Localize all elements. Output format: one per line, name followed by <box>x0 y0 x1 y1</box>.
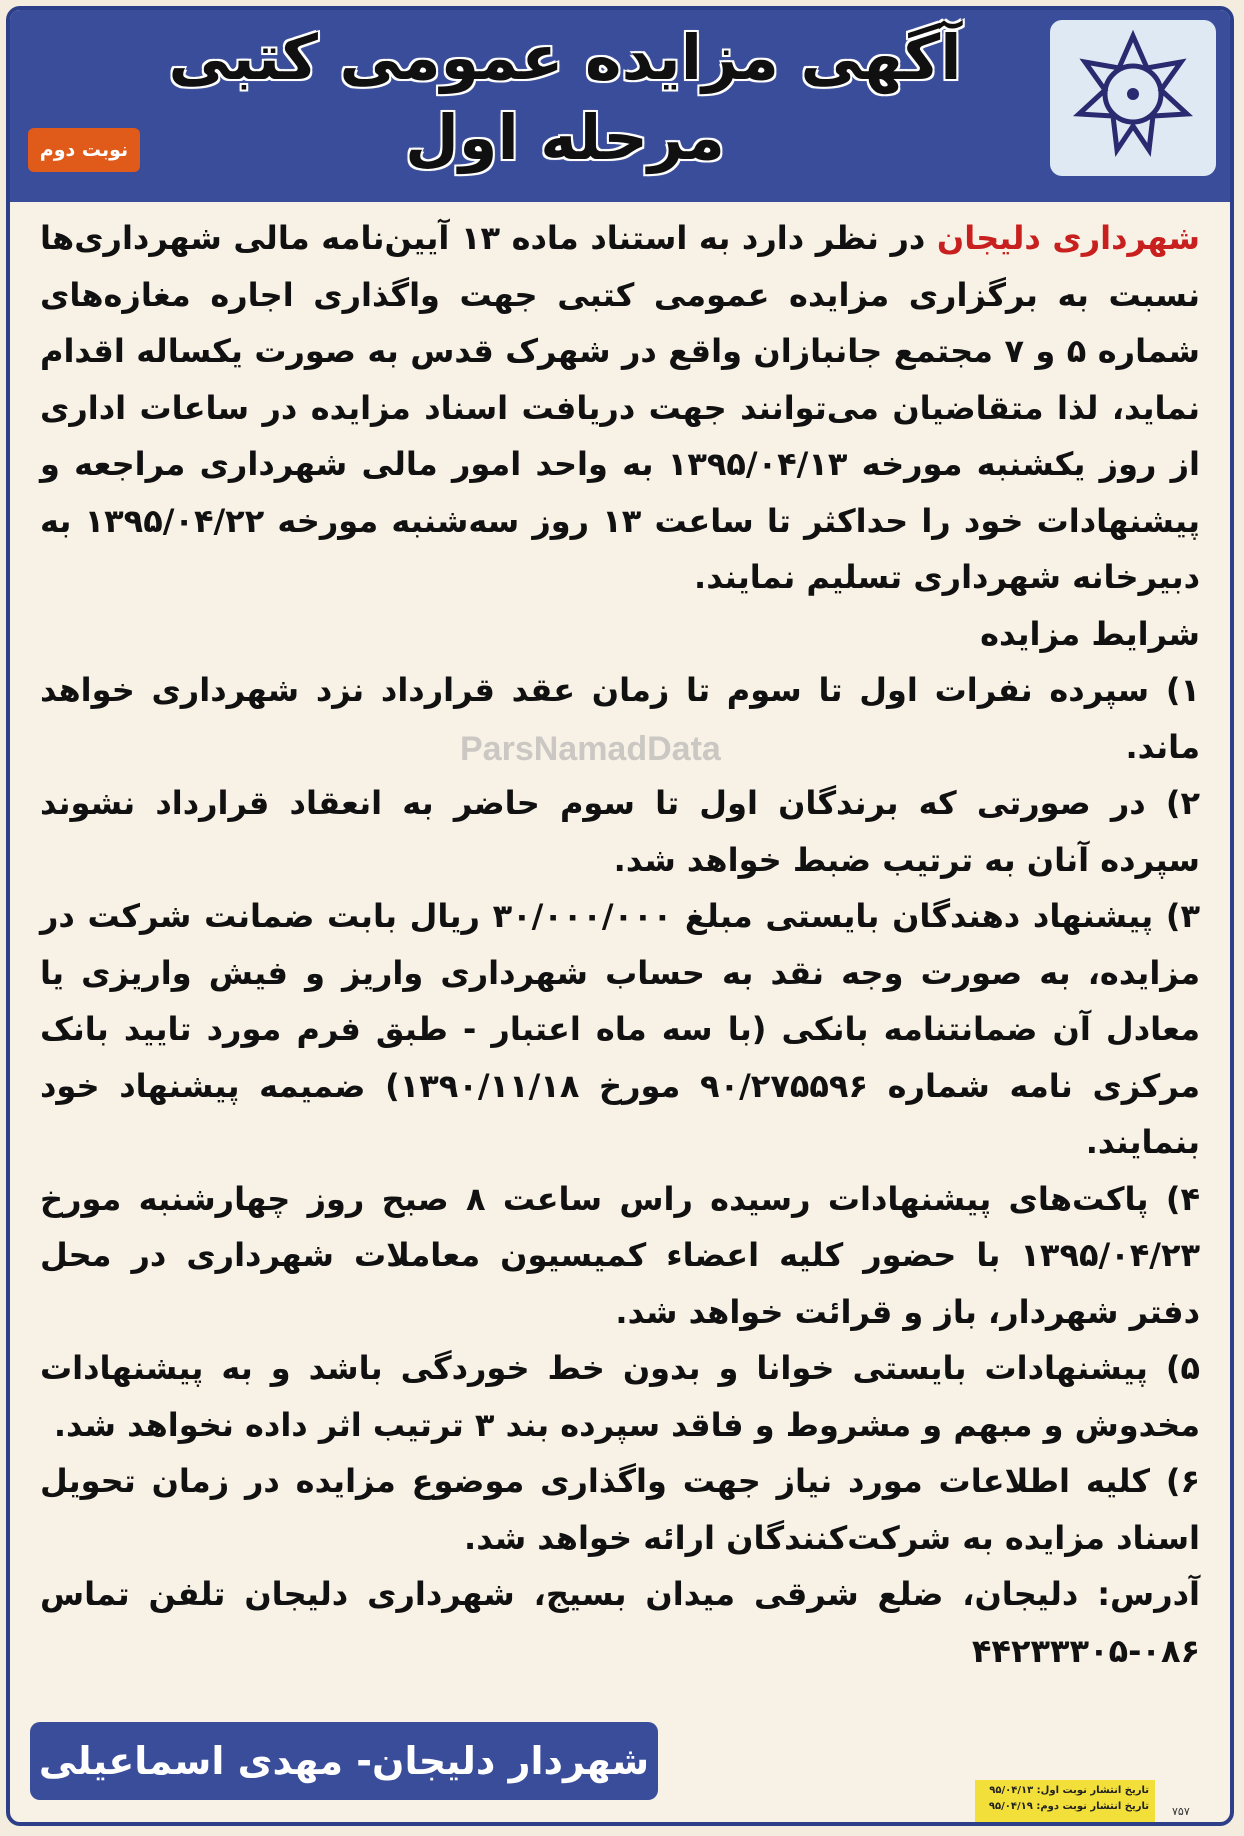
signature-banner <box>30 1722 658 1800</box>
condition-item-3: ۳) پیشنهاد دهندگان بایستی مبلغ ۳۰/۰۰۰/۰۰۰ ریال بابت ضمانت شرکت در مزایده، به صورت وجه نقد به حساب شهرداری واریز و فیش واریزی یا معادل آن ضمانتنامه بانکی (با سه ماه اعتبار - طبق فرم مورد تایید بانک مرکزی نامه شماره ۹۰/۲۷۵۵۹۶ مورخ ۱۳۹۰/۱۱/۱۸) ضمیمه پیشنهاد خود بنمایند. <box>40 897 1201 1161</box>
logo-container <box>1050 20 1216 176</box>
announcement-body <box>40 210 1200 1679</box>
title-line-2: مرحله اول <box>405 101 725 174</box>
org-name: شهرداری دلیجان <box>936 219 1201 257</box>
signature-text: شهردار دلیجان- مهدی اسماعیلی <box>38 1739 650 1783</box>
publication-dates <box>975 1780 1155 1822</box>
watermark-text: ParsNamadData <box>460 730 721 768</box>
condition-item-5: ۵) پیشنهادات بایستی خوانا و بدون خط خوردگی باشد و به پیشنهادات مخدوش و مبهم و مشروط و فاقد سپرده بند ۳ ترتیب اثر داده نخواهد شد. <box>40 1349 1200 1444</box>
pub-date-first: تاریخ انتشار نوبت اول: ۹۵/۰۴/۱۳ <box>989 1785 1149 1796</box>
page-title <box>100 14 1030 182</box>
pub-date-second: تاریخ انتشار نوبت دوم: ۹۵/۰۴/۱۹ <box>988 1801 1149 1812</box>
condition-item-1: ۱) سپرده نفرات اول تا سوم تا زمان عقد قرارداد نزد شهرداری خواهد ماند. <box>40 671 1200 766</box>
conditions-heading: شرایط مزایده <box>980 614 1200 653</box>
intro-text: در نظر دارد به استناد ماده ۱۳ آیین‌نامه مالی شهرداری‌ها نسبت به برگزاری مزایده عمومی کتبی جهت واگذاری اجاره مغازه‌های شماره ۵ و ۷ مجتمع جانبازان واقع در شهرک قدس به صورت یکساله اقدام نماید، لذا متقاضیان می‌توانند جهت دریافت اسناد مزایده در ساعات اداری از روز یکشنبه مورخه ۱۳۹۵/۰۴/۱۳ به واحد امور مالی شهرداری مراجعه و پیشنهادات خود را حداکثر تا ساعت ۱۳ روز سه‌شنبه مورخه ۱۳۹۵/۰۴/۲۲ به دبیرخانه شهرداری تسلیم نمایند. <box>40 219 1201 596</box>
intro-paragraph <box>40 210 1200 606</box>
round-badge: نوبت دوم <box>28 128 140 172</box>
condition-item-4: ۴) پاکت‌های پیشنهادات رسیده راس ساعت ۸ صبح روز چهارشنبه مورخ ۱۳۹۵/۰۴/۲۳ با حضور کلیه اعضاء کمیسیون معاملات شهرداری در محل دفتر شهردار، باز و قرائت خواهد شد. <box>40 1179 1201 1331</box>
municipality-logo-icon <box>1063 28 1203 168</box>
address-line: آدرس: دلیجان، ضلع شرقی میدان بسیج، شهرداری دلیجان تلفن تماس ۰۸۶-۴۴۲۳۳۳۰۵ <box>40 1575 1200 1670</box>
page-number: ۷۵۷ <box>1172 1805 1190 1818</box>
condition-item-2: ۲) در صورتی که برندگان اول تا سوم حاضر به انعقاد قرارداد نشوند سپرده آنان به ترتیب ضبط خواهد شد. <box>40 784 1200 879</box>
title-line-1: آگهی مزایده عمومی کتبی <box>168 21 962 94</box>
announcement-frame <box>6 6 1234 1826</box>
condition-item-6: ۶) کلیه اطلاعات مورد نیاز جهت واگذاری موضوع مزایده در زمان تحویل اسناد مزایده به شرکت‌کنندگان ارائه خواهد شد. <box>40 1462 1200 1557</box>
header-banner <box>10 10 1230 202</box>
